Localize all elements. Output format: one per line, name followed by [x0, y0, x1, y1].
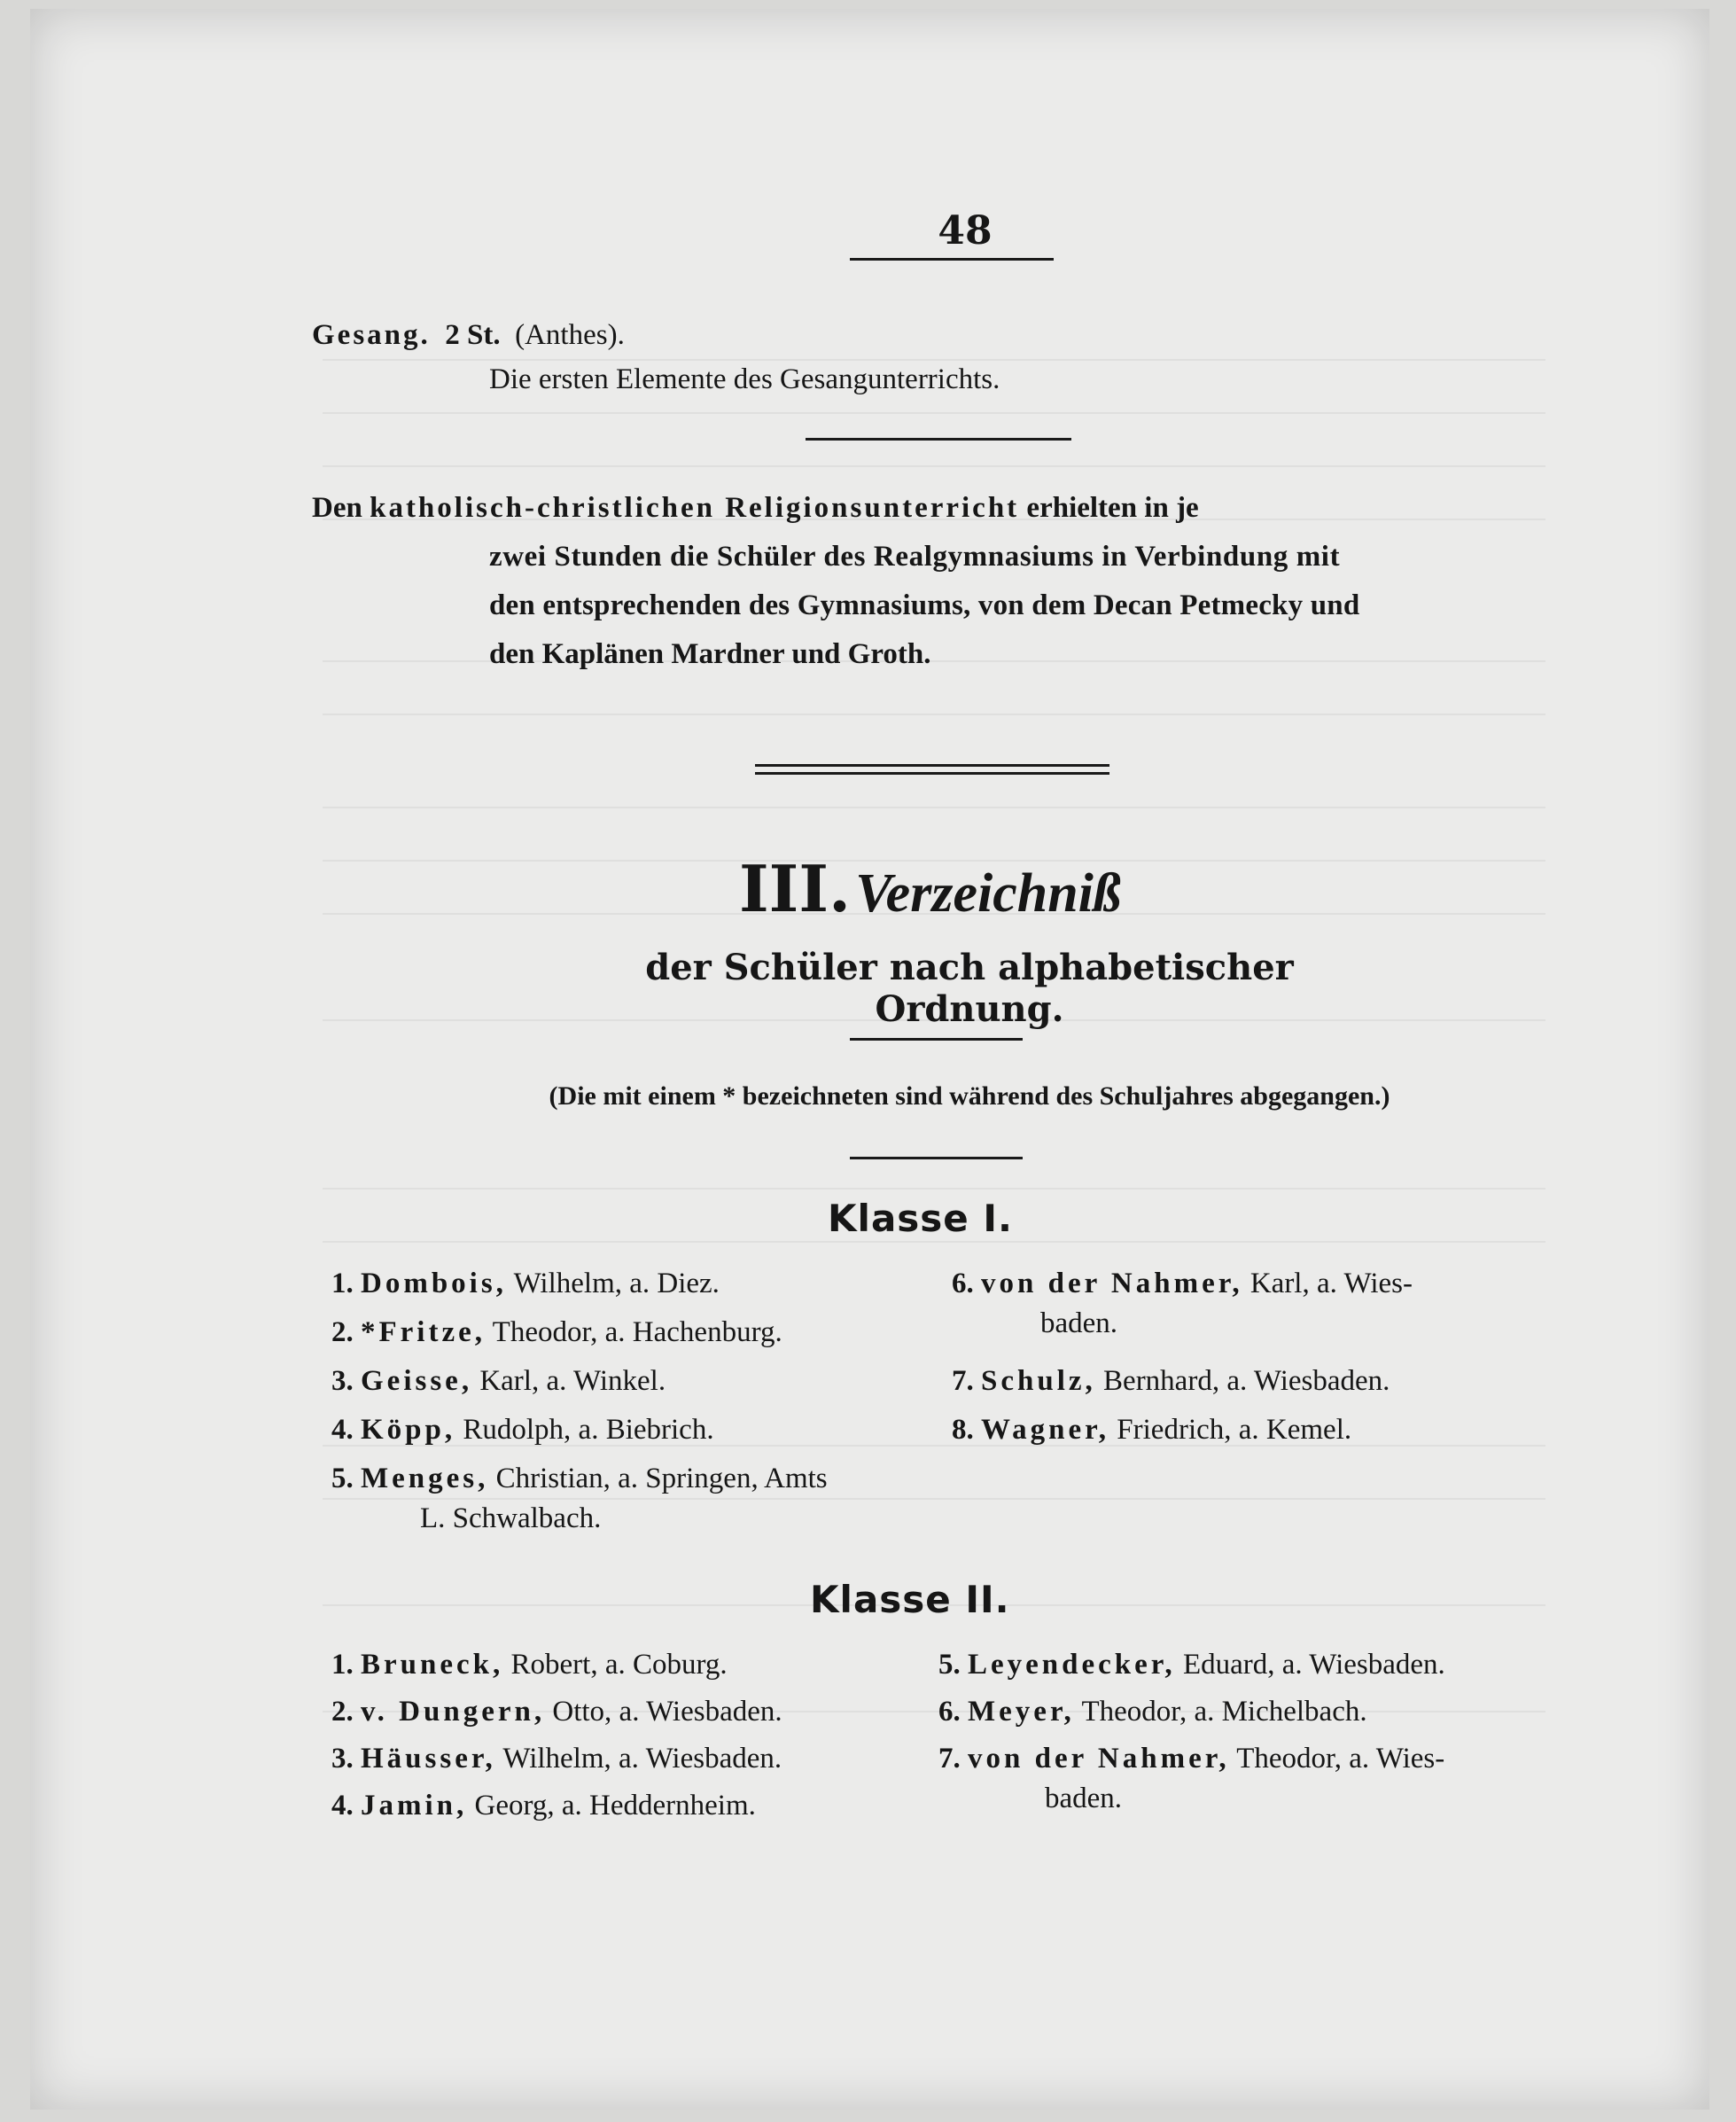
- student-surname: Leyendecker,: [968, 1649, 1176, 1681]
- religion-line-1-prefix: Den: [312, 492, 362, 524]
- student-entry: 6. von der Nahmer, Karl, a. Wies-: [952, 1268, 1413, 1299]
- gesang-hours: 2 St.: [445, 319, 501, 351]
- note-rule: [850, 1157, 1023, 1159]
- religion-line-3: den entsprechenden des Gymnasiums, von dem Decan Petmecky und: [489, 589, 1360, 621]
- student-entry: 5. Leyendecker, Eduard, a. Wiesbaden.: [938, 1649, 1445, 1681]
- religion-line-1: [312, 492, 1199, 525]
- klasse-2-heading: Klasse II.: [810, 1578, 1010, 1621]
- student-surname: Häusser,: [361, 1743, 496, 1775]
- student-surname: Bruneck,: [361, 1649, 504, 1681]
- section-title: [739, 851, 1121, 926]
- gesang-label: Gesang.: [312, 319, 431, 351]
- student-surname: Meyer,: [968, 1696, 1075, 1728]
- student-details: Friedrich, a. Kemel.: [1117, 1414, 1352, 1446]
- student-details: Eduard, a. Wiesbaden.: [1182, 1649, 1445, 1681]
- document-page: [30, 9, 1709, 2110]
- section-title-text: Verzeichniß: [855, 863, 1121, 924]
- section-subtitle: der Schüler nach alphabetischer Ordnung.: [645, 947, 1294, 1030]
- student-details: Wilhelm, a. Wiesbaden.: [502, 1743, 782, 1775]
- student-details: Bernhard, a. Wiesbaden.: [1103, 1365, 1390, 1397]
- religion-line-2: zwei Stunden die Schüler des Realgymnasiums in Verbindung mit: [489, 541, 1341, 573]
- student-surname: von der Nahmer,: [968, 1743, 1230, 1775]
- klasse-2-left-column: [331, 1649, 782, 1837]
- student-entry: 3. Häusser, Wilhelm, a. Wiesbaden.: [331, 1743, 782, 1775]
- section-numeral: III.: [739, 851, 852, 926]
- student-entry: 2. v. Dungern, Otto, a. Wiesbaden.: [331, 1696, 782, 1728]
- klasse-1-heading: Klasse I.: [828, 1197, 1013, 1240]
- student-entry: 7. von der Nahmer, Theodor, a. Wies-: [938, 1743, 1445, 1775]
- student-surname: v. Dungern,: [361, 1696, 546, 1728]
- withdrawal-note: (Die mit einem * bezeichneten sind während des Schuljahres abgegangen.): [549, 1081, 1390, 1111]
- divider-rule: [806, 438, 1071, 441]
- student-entry: 3. Geisse, Karl, a. Winkel.: [331, 1365, 666, 1397]
- student-entry: 4. Köpp, Rudolph, a. Biebrich.: [331, 1414, 714, 1446]
- klasse-2-right-column: [938, 1649, 1445, 1815]
- student-details: Karl, a. Wies-: [1249, 1268, 1413, 1299]
- student-details: Christian, a. Springen, Amts: [495, 1463, 828, 1494]
- student-surname: Dombois,: [361, 1268, 507, 1299]
- klasse-1-right-column: [952, 1268, 1413, 1463]
- student-details-continued: baden.: [1045, 1783, 1123, 1814]
- student-surname: Geisse,: [361, 1365, 473, 1397]
- gesang-line: [312, 319, 625, 352]
- religion-line-4: den Kaplänen Mardner und Groth.: [489, 638, 931, 670]
- student-surname: *Fritze,: [361, 1316, 487, 1348]
- student-details: Rudolph, a. Biebrich.: [463, 1414, 714, 1446]
- student-entry: 6. Meyer, Theodor, a. Michelbach.: [938, 1696, 1367, 1728]
- student-entry: 4. Jamin, Georg, a. Heddernheim.: [331, 1790, 756, 1822]
- student-details: Otto, a. Wiesbaden.: [552, 1696, 782, 1728]
- student-surname: Köpp,: [361, 1414, 456, 1446]
- student-surname: von der Nahmer,: [981, 1268, 1243, 1299]
- student-details: Theodor, a. Michelbach.: [1081, 1696, 1367, 1728]
- student-details: Georg, a. Heddernheim.: [474, 1790, 756, 1822]
- religion-line-1-suffix: erhielten in je: [1026, 492, 1199, 524]
- student-entry: 1. Dombois, Wilhelm, a. Diez.: [331, 1268, 720, 1299]
- bleed-through-texture: [30, 9, 1709, 2110]
- student-entry: 2. *Fritze, Theodor, a. Hachenburg.: [331, 1316, 782, 1348]
- page-number: 48: [938, 208, 993, 254]
- student-entry: 5. Menges, Christian, a. Springen, Amts: [331, 1463, 828, 1494]
- student-details: Theodor, a. Wies-: [1236, 1743, 1445, 1775]
- student-details-continued: baden.: [1040, 1307, 1118, 1339]
- student-surname: Menges,: [361, 1463, 489, 1494]
- religion-line-1-spaced: katholisch-christlichen Religionsunterricht: [370, 492, 1020, 524]
- student-entry: 1. Bruneck, Robert, a. Coburg.: [331, 1649, 728, 1681]
- subtitle-rule: [850, 1038, 1023, 1041]
- page-number-rule: [850, 258, 1054, 261]
- student-details: Theodor, a. Hachenburg.: [492, 1316, 782, 1348]
- student-entry: 8. Wagner, Friedrich, a. Kemel.: [952, 1414, 1352, 1446]
- student-details: Karl, a. Winkel.: [479, 1365, 666, 1397]
- student-surname: Jamin,: [361, 1790, 468, 1822]
- gesang-teacher: (Anthes).: [515, 319, 625, 351]
- student-details: Wilhelm, a. Diez.: [513, 1268, 720, 1299]
- student-details: Robert, a. Coburg.: [510, 1649, 728, 1681]
- section-double-rule: [755, 764, 1109, 775]
- student-surname: Wagner,: [981, 1414, 1110, 1446]
- klasse-1-left-column: [331, 1268, 828, 1535]
- student-surname: Schulz,: [981, 1365, 1096, 1397]
- student-details-continued: L. Schwalbach.: [420, 1502, 602, 1534]
- student-entry: 7. Schulz, Bernhard, a. Wiesbaden.: [952, 1365, 1390, 1397]
- gesang-description: Die ersten Elemente des Gesangunterrichts.: [489, 363, 1000, 395]
